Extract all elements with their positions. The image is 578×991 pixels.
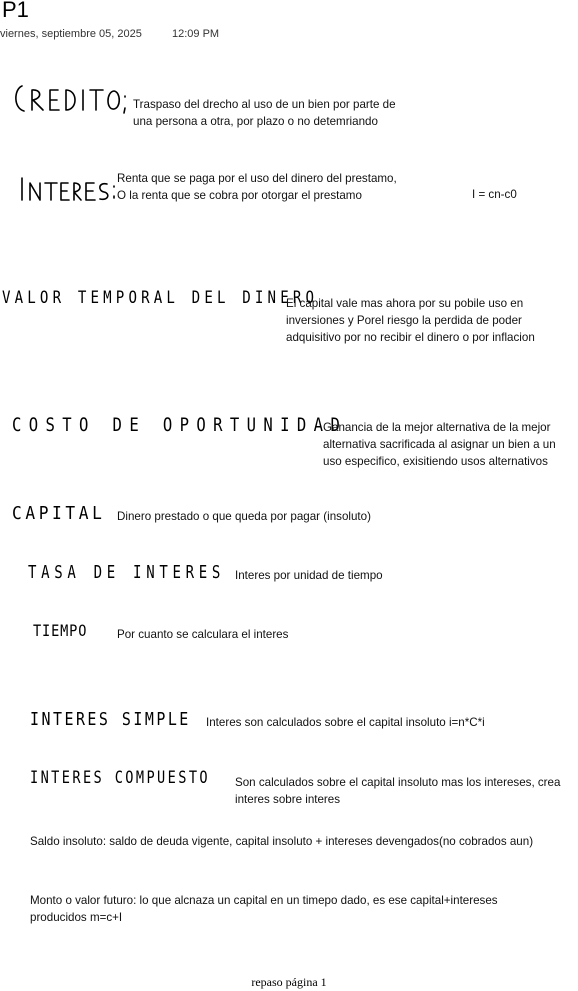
page-footer: repaso página 1	[251, 975, 327, 989]
definition-valor-line-2: inversiones y Porel riesgo la perdida de poder	[286, 314, 522, 327]
definition-interes-line-1: Renta que se paga por el uso del dinero del prestamo,	[117, 172, 397, 185]
handwritten-interes-simple: INTERES SIMPLE	[30, 709, 191, 730]
definition-compuesto-line-1: Son calculados sobre el capital insoluto mas los intereses, crea	[235, 776, 561, 789]
handwritten-costo-oportunidad: COSTO DE OPORTUNIDAD	[12, 414, 348, 436]
definition-valor-line-3: adquisitivo por no recibir el dinero o por inflacion	[286, 331, 535, 344]
note-monto-line-2: producidos m=c+I	[30, 911, 123, 924]
note-monto-line-1: Monto o valor futuro: lo que alcnaza un capital en un timepo dado, es ese capital+intereses	[30, 894, 498, 907]
handwritten-tasa-interes: TASA DE INTERES	[28, 562, 225, 583]
handwritten-interes	[18, 172, 118, 206]
definition-valor-line-1: El capital vale mas ahora por su pobile uso en	[286, 297, 524, 310]
definition-capital: Dinero prestado o que queda por pagar (insoluto)	[117, 510, 371, 523]
handwritten-tiempo: TIEMPO	[33, 621, 88, 640]
page-time: 12:09 PM	[172, 28, 220, 40]
handwritten-interes-compuesto: INTERES COMPUESTO	[30, 768, 210, 788]
definition-costo-line-1: Ganancia de la mejor alternativa de la mejor	[323, 421, 551, 434]
definition-interes-simple: Interes son calculados sobre el capital insoluto i=n*C*i	[206, 716, 485, 729]
page-date: viernes, septiembre 05, 2025	[0, 28, 142, 40]
definition-credito-line-1: Traspaso del drecho al uso de un bien por parte de	[133, 98, 396, 111]
definition-costo-line-2: alternativa sacrificada al asignar un bien a un	[323, 438, 556, 451]
page-title: P1	[2, 0, 29, 22]
definition-costo-line-3: uso especifico, exisitiendo usos alternativos	[323, 455, 548, 468]
handwritten-valor-temporal: VALOR TEMPORAL DEL DINERO	[2, 288, 319, 308]
formula-interes: I = cn-c0	[472, 188, 517, 201]
definition-interes-line-2: O la renta que se cobra por otorgar el prestamo	[117, 189, 362, 202]
definition-credito-line-2: una persona a otra, por plazo o no detemriando	[133, 115, 378, 128]
handwritten-credito	[10, 82, 130, 118]
definition-compuesto-line-2: interes sobre interes	[235, 793, 341, 806]
note-saldo-insoluto: Saldo insoluto: saldo de deuda vigente, capital insoluto + intereses devengados(no cobrados aun)	[30, 835, 534, 848]
definition-tasa: Interes por unidad de tiempo	[235, 569, 383, 582]
definition-tiempo: Por cuanto se calculara el interes	[117, 628, 289, 641]
handwritten-capital: CAPITAL	[12, 503, 106, 524]
